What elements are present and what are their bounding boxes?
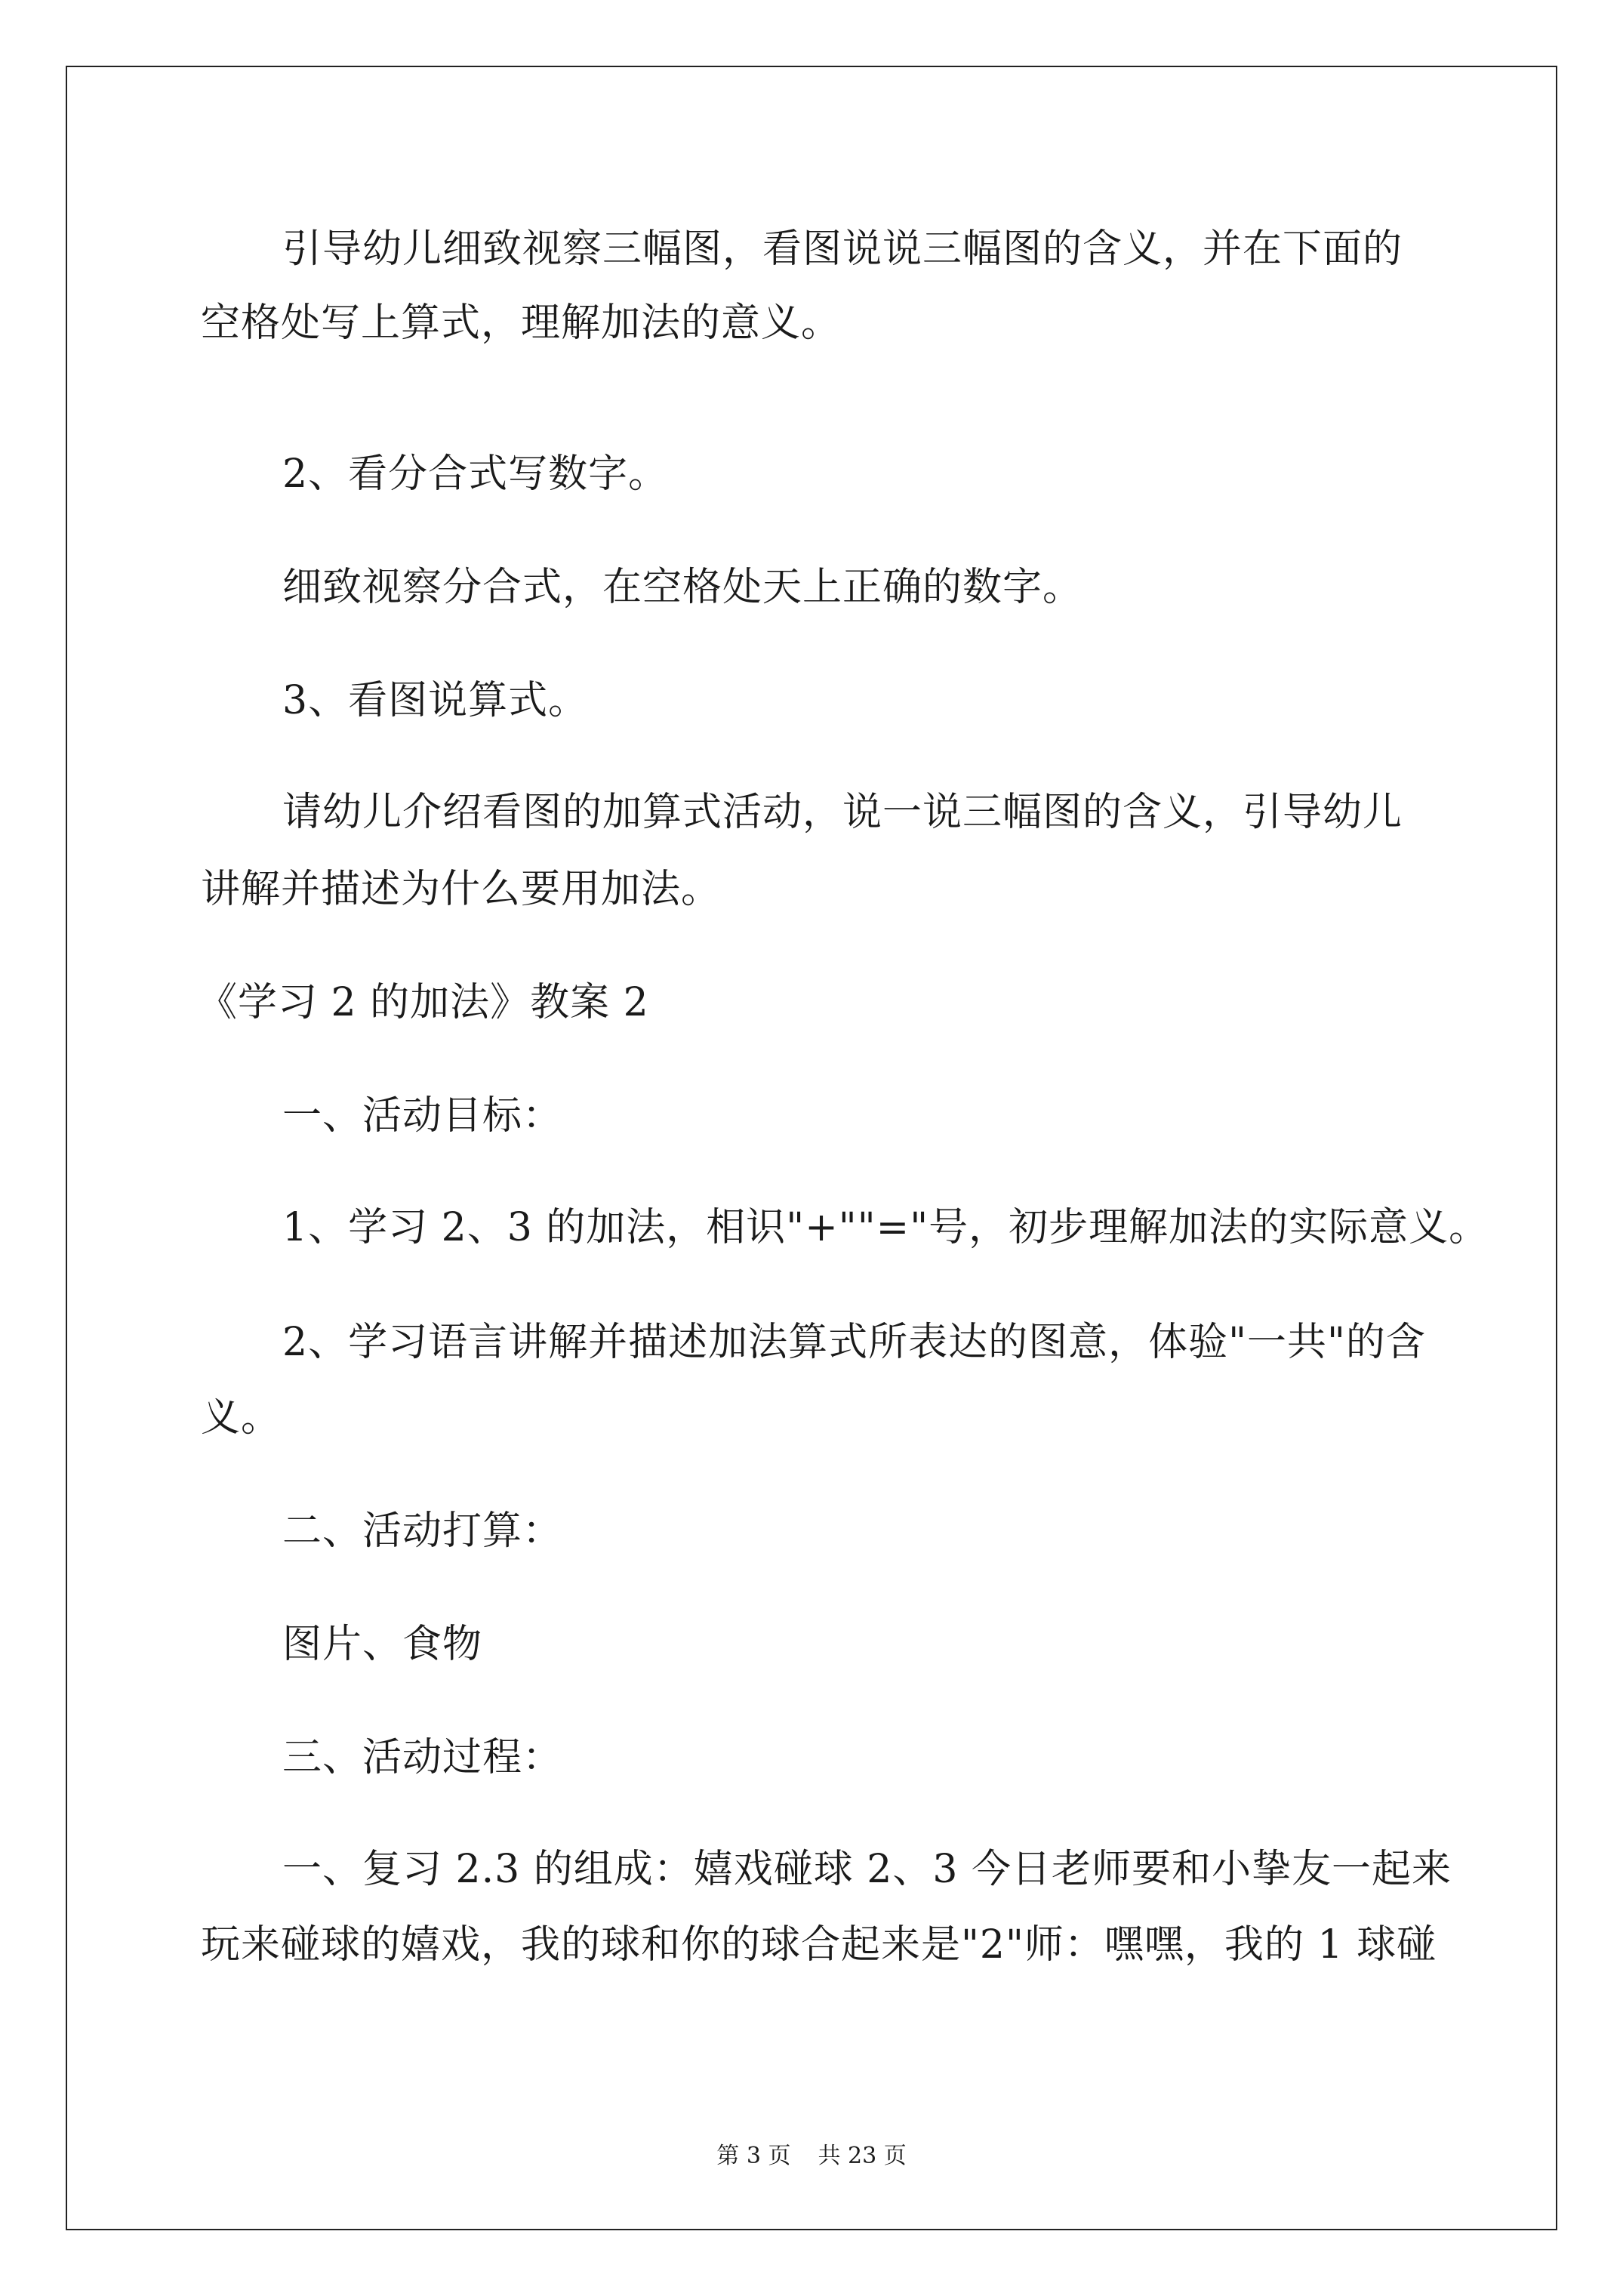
paragraph-line: 请幼儿介绍看图的加算式活动，说一说三幅图的含义，引导幼儿 (282, 790, 1403, 835)
paragraph-line: 引导幼儿细致视察三幅图，看图说说三幅图的含义，并在下面的 (282, 227, 1403, 272)
paragraph-line: 义。 (201, 1395, 282, 1441)
paragraph-line: 一、活动目标： (282, 1093, 563, 1139)
paragraph-line: 二、活动打算： (282, 1509, 563, 1554)
paragraph-line: 三、活动过程： (282, 1735, 563, 1780)
paragraph-line: 一、复习 2.3 的组成：嬉戏碰球 2、3 今日老师要和小挚友一起来 (282, 1847, 1452, 1892)
paragraph-line: 讲解并描述为什么要用加法。 (201, 867, 722, 912)
paragraph-line: 2、看分合式写数字。 (282, 451, 669, 497)
paragraph-line: 2、学习语言讲解并描述加法算式所表达的图意，体验"一共"的含 (282, 1320, 1426, 1365)
paragraph-line: 图片、食物 (282, 1622, 483, 1667)
paragraph-line: 空格处写上算式，理解加法的意义。 (201, 300, 842, 346)
paragraph-line: 1、学习 2、3 的加法，相识"+""="号，初步理解加法的实际意义。 (282, 1205, 1489, 1250)
section-heading: 《学习 2 的加法》教案 2 (198, 980, 649, 1025)
page-footer (0, 2143, 1623, 2170)
page-border (66, 66, 1557, 2230)
paragraph-line: 3、看图说算式。 (282, 678, 589, 723)
paragraph-line: 细致视察分合式，在空格处天上正确的数字。 (282, 565, 1083, 610)
page-total: 共 23 页 (818, 2143, 907, 2169)
page-number: 第 3 页 (716, 2143, 791, 2169)
paragraph-line: 玩来碰球的嬉戏，我的球和你的球合起来是"2"师：嘿嘿，我的 1 球碰 (201, 1922, 1437, 1968)
